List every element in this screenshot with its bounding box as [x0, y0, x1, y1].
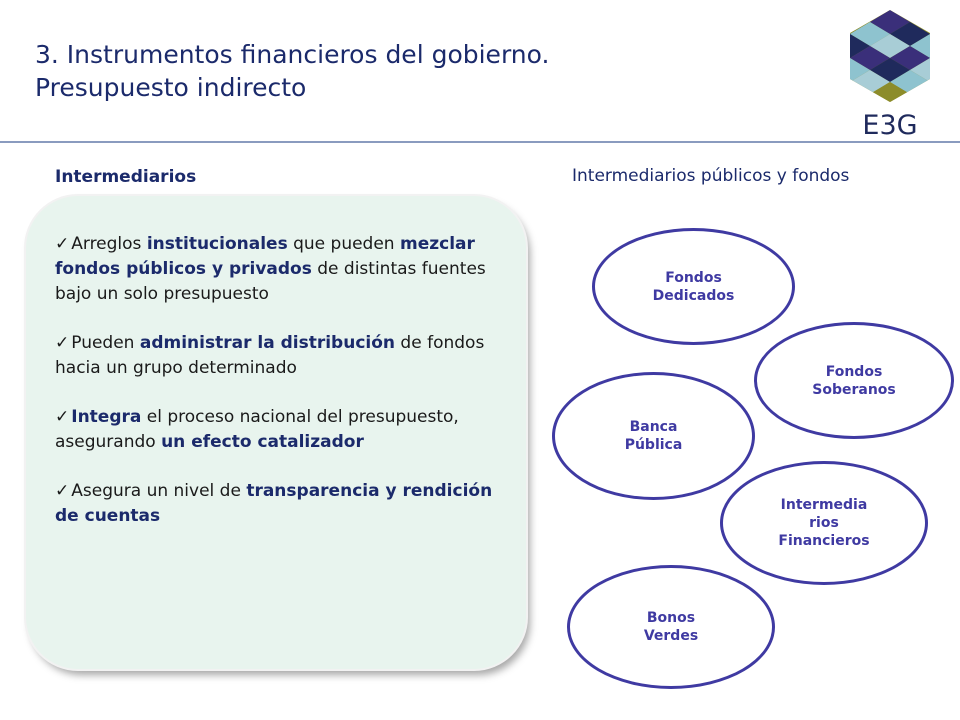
- e3g-logo-text: E3G: [862, 110, 918, 140]
- node-banca-publica: [552, 372, 755, 500]
- node-bonos-verdes: [567, 565, 775, 689]
- check-icon: ✓: [55, 481, 70, 501]
- slide-title: [35, 38, 795, 104]
- node-bonos-verdes-label: Bonos Verdes: [643, 610, 699, 644]
- diagram-heading: Intermediarios públicos y fondos: [572, 166, 850, 186]
- node-intermediarios-financieros: [720, 461, 928, 585]
- node-fondos-soberanos-label: Fondos Soberanos: [812, 363, 896, 398]
- node-banca-publica-label: Banca Pública: [624, 419, 683, 453]
- title-divider: [0, 141, 960, 143]
- intermediarios-bullet-list: [55, 232, 515, 553]
- check-icon: ✓: [55, 234, 70, 254]
- intermediarios-heading: Intermediarios: [55, 167, 197, 187]
- check-icon: ✓: [55, 333, 70, 353]
- bullet-transparencia: ✓ Asegura un nivel de transparencia y rendición de cuentas: [55, 481, 493, 526]
- node-intermediarios-financieros-label: Intermedia rios Financieros: [778, 497, 870, 549]
- bullet-integra: ✓ Integra el proceso nacional del presupuesto, asegurando un efecto catalizador: [55, 407, 459, 452]
- bullet-distribucion: ✓ Pueden administrar la distribución de fondos hacia un grupo determinado: [55, 333, 485, 378]
- check-icon: ✓: [55, 407, 70, 427]
- slide-title-line-2: Presupuesto indirecto: [35, 73, 307, 102]
- node-fondos-dedicados-label: Fondos Dedicados: [652, 269, 735, 304]
- node-fondos-dedicados: [592, 228, 795, 345]
- e3g-logo: [842, 6, 938, 140]
- node-fondos-soberanos: [754, 322, 954, 439]
- bullet-institucionales: ✓ Arreglos institucionales que pueden mezclar fondos públicos y privados de distintas fuentes bajo un solo presupuesto: [55, 234, 486, 304]
- slide-title-line-1: 3. Instrumentos financieros del gobierno.: [35, 40, 550, 69]
